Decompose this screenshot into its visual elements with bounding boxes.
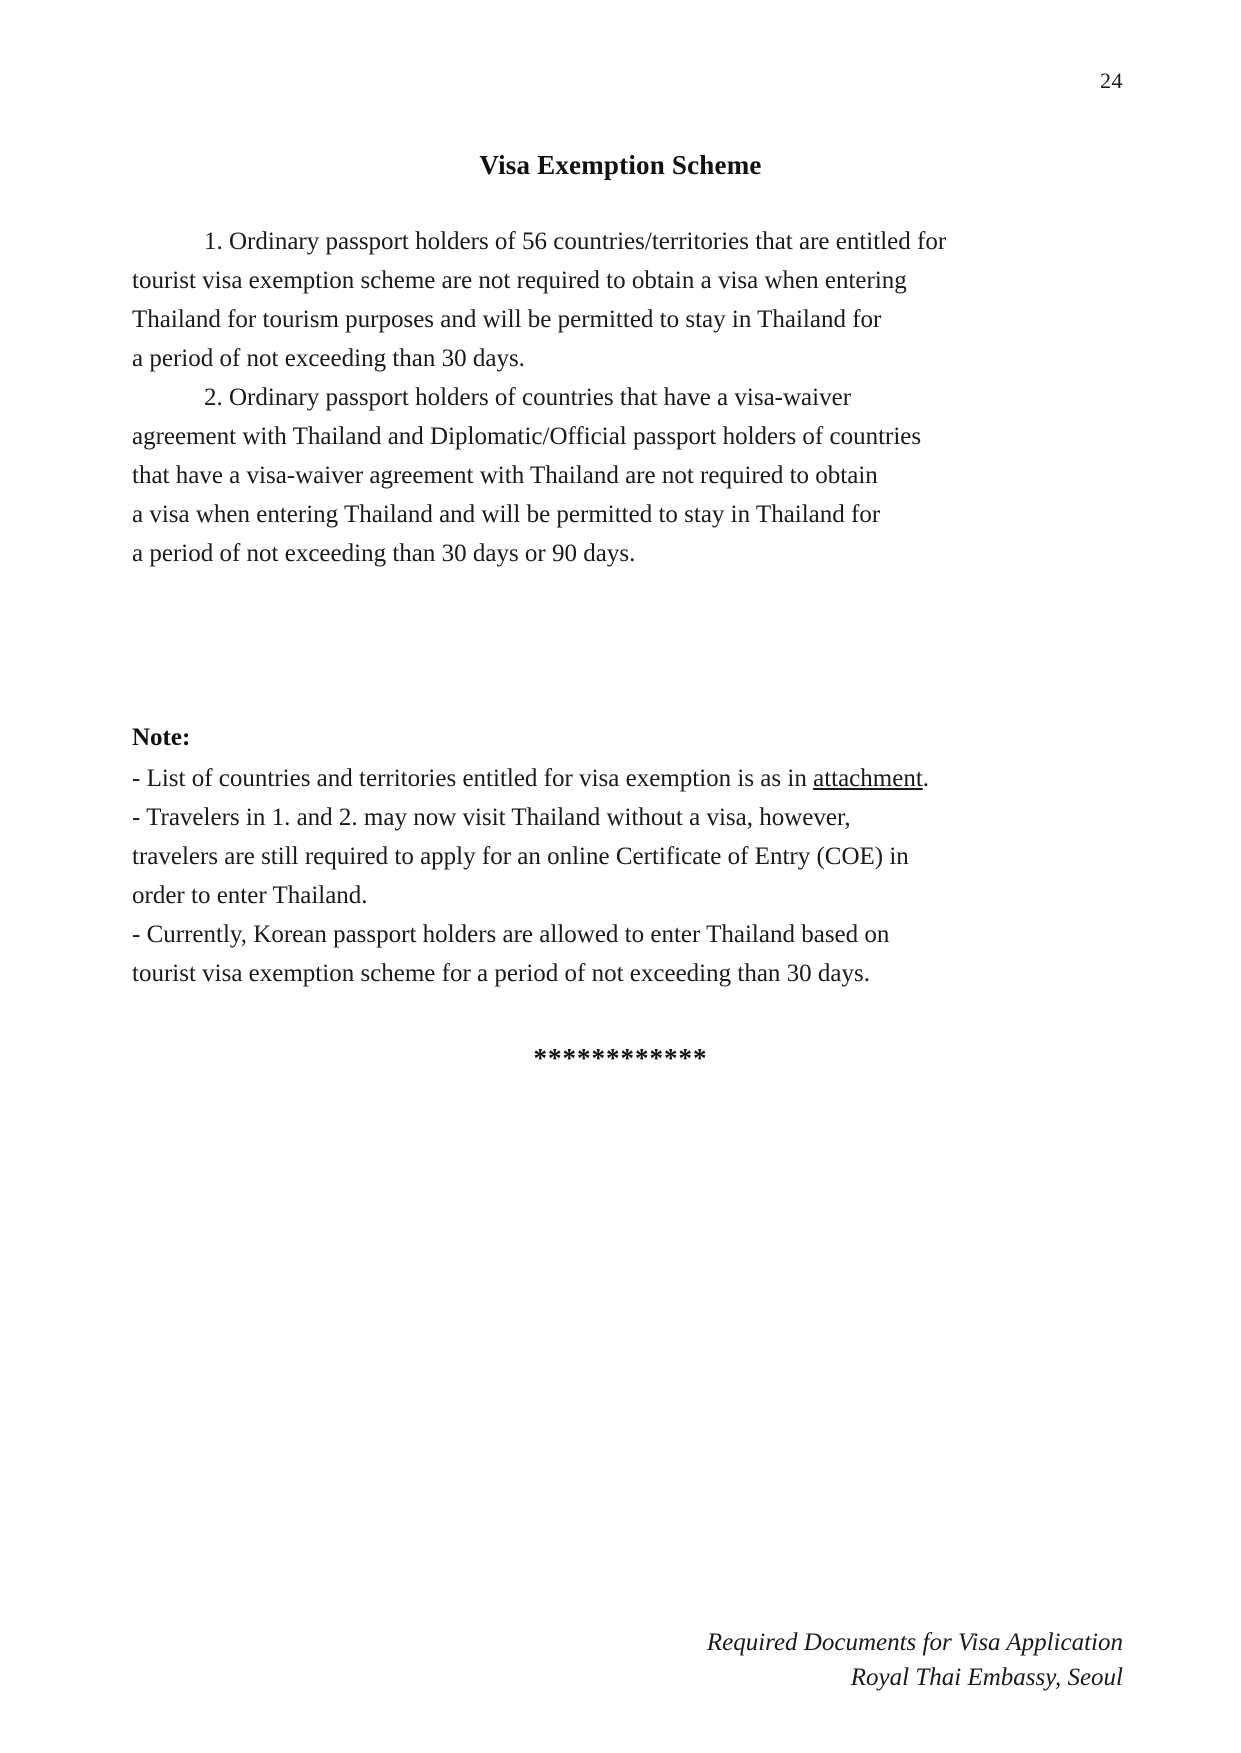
footer-line: Required Documents for Visa Application — [706, 1629, 1123, 1656]
note-line: - Travelers in 1. and 2. may now visit Thailand without a visa, however, — [132, 804, 851, 831]
note-line-suffix: . — [922, 765, 930, 792]
paragraph-line: Thailand for tourism purposes and will be permitted to stay in Thailand for — [132, 306, 882, 333]
paragraph-line — [132, 378, 987, 417]
note-item — [132, 759, 992, 798]
paragraph-2 — [132, 378, 987, 573]
note-section — [132, 718, 992, 993]
page-title: Visa Exemption Scheme — [479, 150, 762, 180]
paragraph-line — [132, 222, 987, 261]
asterisk-divider: ************ — [533, 1043, 708, 1073]
paragraph-line-text: 2. Ordinary passport holders of countries that have a visa-waiver — [204, 384, 852, 411]
paragraph-line-text: 1. Ordinary passport holders of 56 countries/territories that are entitled for — [204, 228, 947, 255]
note-heading: Note: — [132, 724, 191, 751]
note-line-prefix: - List of countries and territories entitled for visa exemption is as in — [132, 765, 814, 792]
note-line: tourist visa exemption scheme for a period of not exceeding than 30 days. — [132, 960, 870, 987]
note-line: - Currently, Korean passport holders are allowed to enter Thailand based on — [132, 921, 890, 948]
attachment-link[interactable]: attachment — [813, 765, 923, 792]
paragraph-1 — [132, 222, 987, 378]
paragraph-line: a period of not exceeding than 30 days or 90 days. — [132, 540, 636, 567]
note-item — [132, 798, 992, 915]
note-line — [132, 759, 992, 798]
body-content — [132, 222, 987, 573]
note-line: travelers are still required to apply for an online Certificate of Entry (COE) in — [132, 843, 909, 870]
page-number: 24 — [1100, 68, 1123, 93]
note-item — [132, 915, 992, 993]
paragraph-line: that have a visa-waiver agreement with Thailand are not required to obtain — [132, 462, 878, 489]
paragraph-line: a visa when entering Thailand and will be permitted to stay in Thailand for — [132, 501, 881, 528]
note-line: order to enter Thailand. — [132, 882, 368, 909]
paragraph-line: agreement with Thailand and Diplomatic/Official passport holders of countries — [132, 423, 922, 450]
paragraph-line: tourist visa exemption scheme are not required to obtain a visa when entering — [132, 267, 907, 294]
page-footer — [707, 1625, 1123, 1695]
paragraph-line: a period of not exceeding than 30 days. — [132, 345, 525, 372]
footer-line: Royal Thai Embassy, Seoul — [850, 1664, 1123, 1691]
